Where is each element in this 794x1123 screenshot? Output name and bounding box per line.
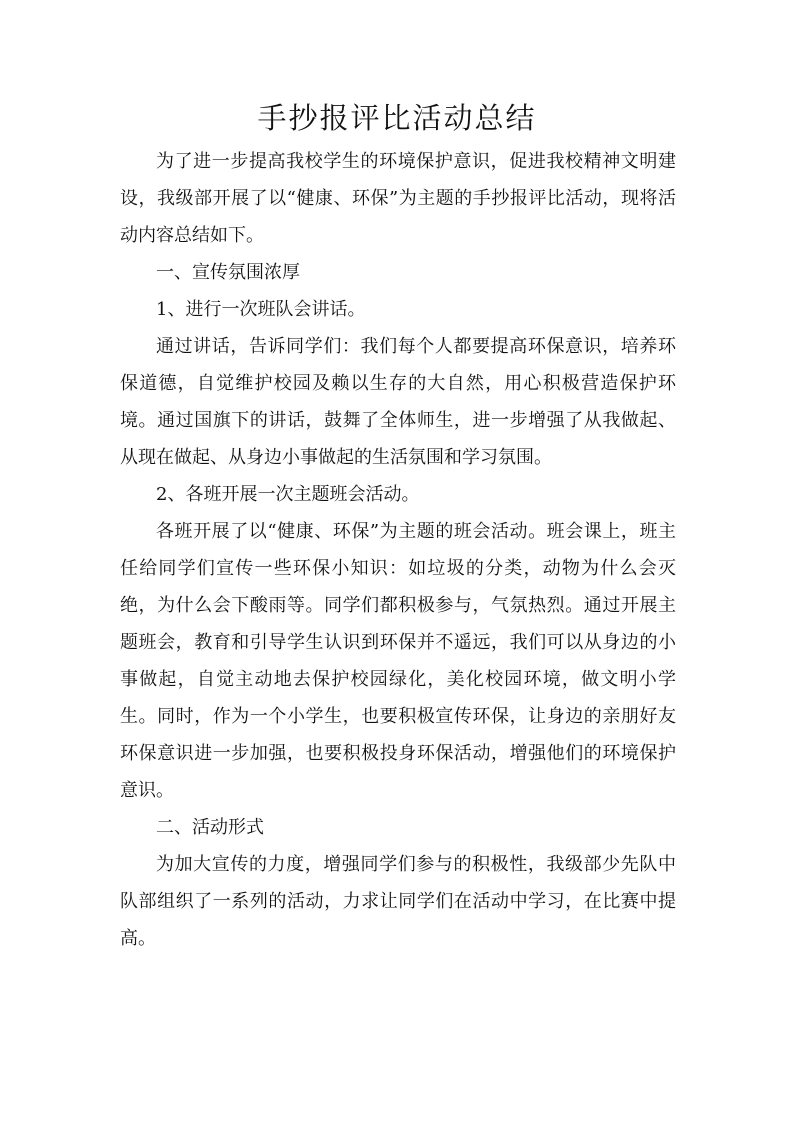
class-meeting-paragraph: 各班开展了以“健康、环保”为主题的班会活动。班会课上，班主任给同学们宣传一些环保小知识：如垃圾的分类，动物为什么会灭绝，为什么会下酸雨等。同学们都积极参与，气氛热烈。通过开展主题班会，教育和引导学生认识到环保并不遥远，我们可以从身边的小事做起，自觉主动地去保护校园绿化，美化校园环境，做文明小学生。同时，作为一个小学生，也要积极宣传环保，让身边的亲朋好友环保意识进一步加强，也要积极投身环保活动，增强他们的环境保护意识。	[120, 521, 676, 801]
document-title: 手抄报评比活动总结	[257, 101, 537, 135]
document-body	[120, 143, 676, 957]
activity-form-paragraph: 为加大宣传的力度，增强同学们参与的积极性，我级部少先队中队部组织了一系列的活动，力求让同学们在活动中学习，在比赛中提高。	[120, 854, 676, 949]
section-heading-2: 二、活动形式	[156, 817, 264, 838]
intro-paragraph: 为了进一步提高我校学生的环境保护意识，促进我校精神文明建设，我级部开展了以“健康、环保”为主题的手抄报评比活动，现将活动内容总结如下。	[120, 151, 676, 246]
speech-paragraph: 通过讲话，告诉同学们：我们每个人都要提高环保意识，培养环保道德，自觉维护校园及赖以生存的大自然，用心积极营造保护环境。通过国旗下的讲话，鼓舞了全体师生，进一步增强了从我做起、从现在做起、从身边小事做起的生活氛围和学习氛围。	[120, 336, 676, 468]
section-heading-1: 一、宣传氛围浓厚	[156, 262, 300, 283]
subsection-heading-2: 2、各班开展一次主题班会活动。	[156, 484, 420, 505]
subsection-heading-1: 1、进行一次班队会讲话。	[156, 299, 366, 320]
